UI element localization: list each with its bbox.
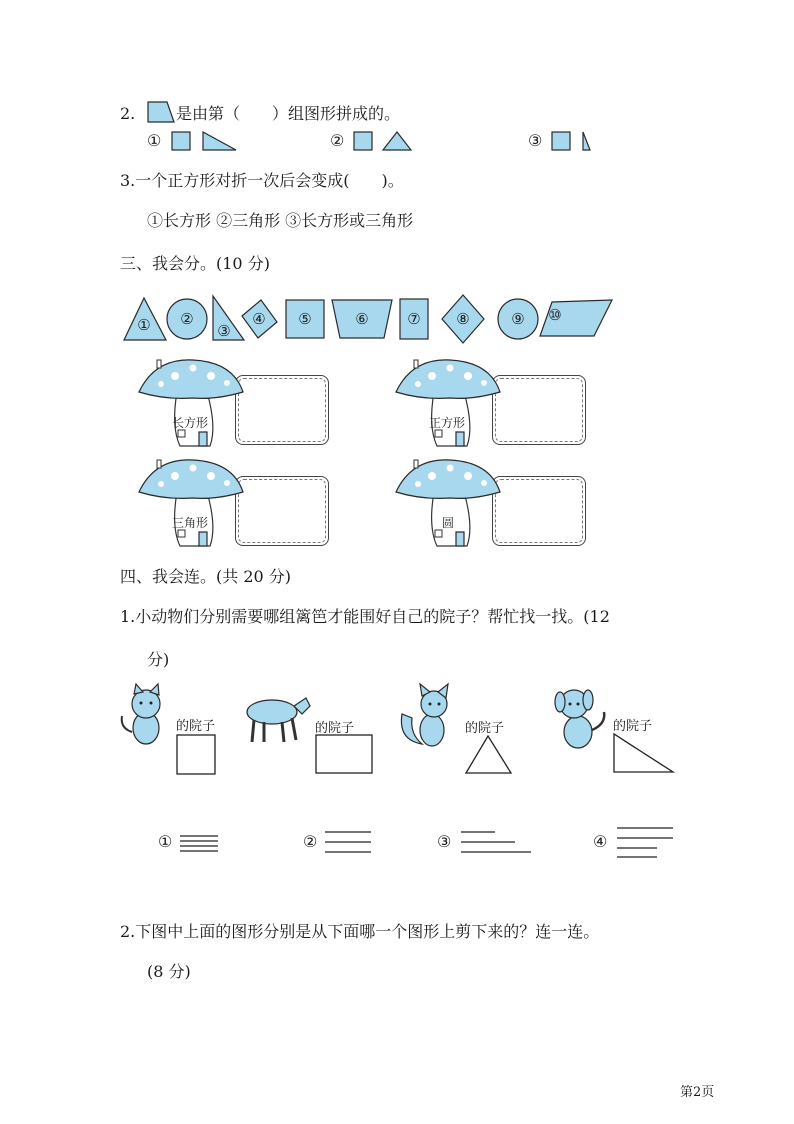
answer-box-rectangle[interactable] (235, 375, 329, 445)
question-2-text-cont: (8 分) (147, 962, 191, 981)
yard-label: 的院子 (613, 719, 653, 734)
mushroom-house-icon (135, 352, 245, 450)
answer-box-square[interactable] (492, 375, 586, 445)
question-number: 2. (120, 104, 136, 123)
question-2-text: 2.下图中上面的图形分别是从下面哪一个图形上剪下来的？连一连。 (120, 922, 600, 941)
yard-right-triangle (612, 732, 676, 776)
shape-number: ⑥ (355, 310, 369, 328)
trapezoid-figure (147, 101, 175, 123)
section-3-title: 三、我会分。(10 分) (120, 254, 270, 273)
fence-number: ① (158, 832, 173, 851)
question-1-text: 1.小动物们分别需要哪组篱笆才能围好自己的院子？帮忙找一找。(12 (120, 607, 610, 626)
section-4-title: 四、我会连。(共 20 分) (120, 567, 292, 586)
shape-number: ⑤ (298, 310, 312, 328)
mushroom-house-icon (392, 452, 502, 550)
fence-group-4 (615, 826, 677, 860)
mushroom-house-icon (392, 352, 502, 450)
answer-box-circle[interactable] (492, 476, 586, 546)
option-2-label: ② (330, 131, 345, 150)
shape-number: ② (180, 310, 194, 328)
question-1-text-cont: 分) (147, 650, 170, 669)
shape-number: ⑧ (456, 310, 470, 328)
dog-icon (550, 684, 610, 752)
house-label: 圆 (442, 516, 455, 530)
yard-square (176, 734, 218, 776)
yard-label: 的院子 (315, 721, 355, 736)
fence-group-1 (180, 834, 222, 854)
shape-number: ① (137, 316, 151, 334)
fox-icon (398, 684, 460, 750)
fence-number: ③ (437, 832, 452, 851)
fence-group-3 (459, 830, 535, 856)
mushroom-house-icon (135, 452, 245, 550)
cat-icon (118, 684, 173, 748)
yard-label: 的院子 (465, 721, 505, 736)
fence-group-2 (325, 830, 375, 856)
house-label: 三角形 (172, 516, 209, 530)
fence-number: ④ (593, 832, 608, 851)
shape-number: ⑨ (511, 310, 525, 328)
question-text: 是由第（ ）组图形拼成的。 (176, 104, 401, 123)
house-label: 长方形 (172, 416, 209, 430)
shape-number: ③ (217, 322, 231, 340)
house-label: 正方形 (429, 416, 466, 430)
page-number: 第2页 (680, 1085, 715, 1100)
shape-number: ⑩ (548, 306, 562, 324)
question-3-text: 3.一个正方形对折一次后会变成( )。 (120, 171, 404, 190)
fence-number: ② (303, 832, 318, 851)
option-3-shapes (550, 130, 598, 152)
option-1-label: ① (147, 131, 162, 150)
yard-triangle (464, 734, 514, 776)
yard-label: 的院子 (176, 719, 216, 734)
shape-number: ⑦ (407, 310, 421, 328)
option-1-shapes (170, 130, 240, 152)
answer-box-triangle[interactable] (235, 476, 329, 546)
shape-number: ④ (252, 310, 266, 328)
option-2-shapes (352, 130, 418, 152)
cow-icon (240, 686, 312, 746)
option-3-label: ③ (528, 131, 543, 150)
question-3-options: ①长方形 ②三角形 ③长方形或三角形 (147, 211, 414, 230)
yard-rectangle (315, 734, 375, 776)
